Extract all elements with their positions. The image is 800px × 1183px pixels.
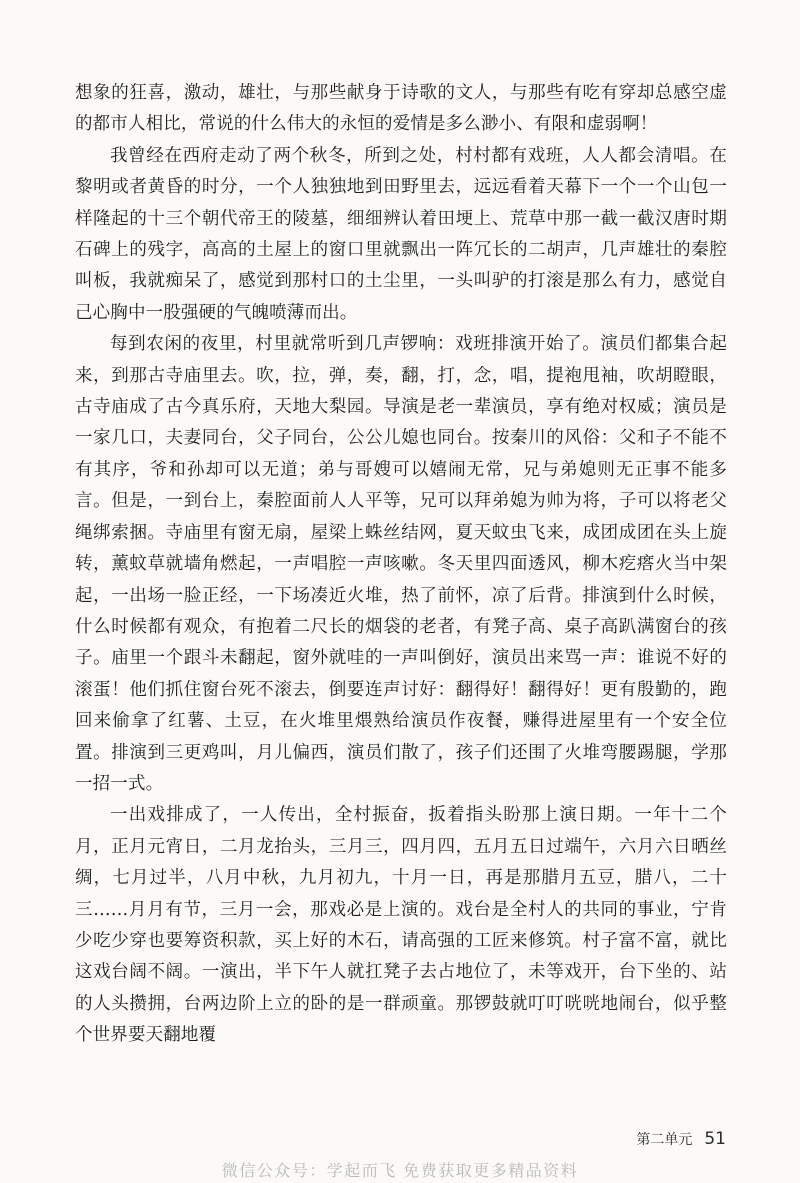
paragraph-rehearsal: 每到农闲的夜里，村里就常听到几声锣响：戏班排演开始了。演员们都集合起来，到那古寺庙里去。吹，拉，弹，奏，翻，打，念，唱，提袍甩袖，吹胡瞪眼，古寺庙成了古今真乐府，天地大梨园。导演是老一辈演员，享有绝对权威；演员是一家几口，夫妻同台，父子同台，公公儿媳也同台。按秦川的风俗：父和子不能不有其序，爷和孙却可以无道；弟与哥嫂可以嬉闹无常，兄与弟媳则无正事不能多言。但是，一到台上，秦腔面前人人平等，兄可以拜弟媳为帅为将，子可以将老父绳绑索捆。寺庙里有窗无扇，屋梁上蛛丝结网，夏天蚊虫飞来，成团成团在头上旋转，薰蚊草就墙角燃起，一声唱腔一声咳嗽。冬天里四面透风，柳木疙瘩火当中架起，一出场一脸正经，一下场凑近火堆，热了前怀，凉了后背。排演到什么时候，什么时候都有观众，有抱着二尺长的烟袋的老者，有凳子高、桌子高趴满窗台的孩子。庙里一个跟斗未翻起，窗外就哇的一声叫倒好，演员出来骂一声：谁说不好的滚蛋！他们抓住窗台死不滚去，倒要连声讨好：翻得好！翻得好！更有殷勤的，跑回来偷拿了红薯、土豆，在火堆里煨熟给演员作夜餐，赚得进屋里有一个安全位置。排演到三更鸡叫，月儿偏西，演员们散了，孩子们还围了火堆弯腰踢腿，学那一招一式。 — [75, 334, 727, 794]
page-number: 51 — [704, 1129, 726, 1149]
unit-label: 第二单元 — [636, 1132, 693, 1148]
paragraph-xifu: 我曾经在西府走动了两个秋冬，所到之处，村村都有戏班，人人都会清唱。在黎明或者黄昏的时分，一个人独独地到田野里去，远远看着天幕下一个一个山包一样隆起的十三个朝代帝王的陵墓，细细辨认着田埂上、荒草中那一截一截汉唐时期石碑上的残字，高高的土屋上的窗口里就飘出一阵冗长的二胡声，几声雄壮的秦腔叫板，我就痴呆了，感觉到那村口的土尘里，一头叫驴的打滚是那么有力，感觉自己心胸中一股强硬的气魄喷薄而出。 — [75, 145, 727, 323]
paragraph-performance: 一出戏排成了，一人传出，全村振奋，扳着指头盼那上演日期。一年十二个月，正月元宵日，二月龙抬头，三月三，四月四，五月五日过端午，六月六日晒丝绸，七月过半，八月中秋，九月初九，十月一日，再是那腊月五豆，腊八，二十三……月月有节，三月一会，那戏必是上演的。戏台是全村人的共同的事业，宁肯少吃少穿也要筹资积款，买上好的木石，请高强的工匠来修筑。村子富不富，就比这戏台阔不阔。一演出，半下午人就扛凳子去占地位了，未等戏开，台下坐的、站的人头攒拥，台两边阶上立的卧的是一群顽童。那锣鼓就叮叮咣咣地闹台，似乎整个世界要天翻地覆 — [75, 805, 727, 1046]
page-footer — [636, 1129, 726, 1149]
watermark: 微信公众号：学起而飞 免费获取更多精品资料 — [221, 1161, 579, 1180]
body-text — [75, 78, 727, 1052]
paragraph-continued: 想象的狂喜，激动，雄壮，与那些献身于诗歌的文人，与那些有吃有穿却总感空虚的都市人相比，常说的什么伟大的永恒的爱情是多么渺小、有限和虚弱啊！ — [75, 83, 727, 135]
